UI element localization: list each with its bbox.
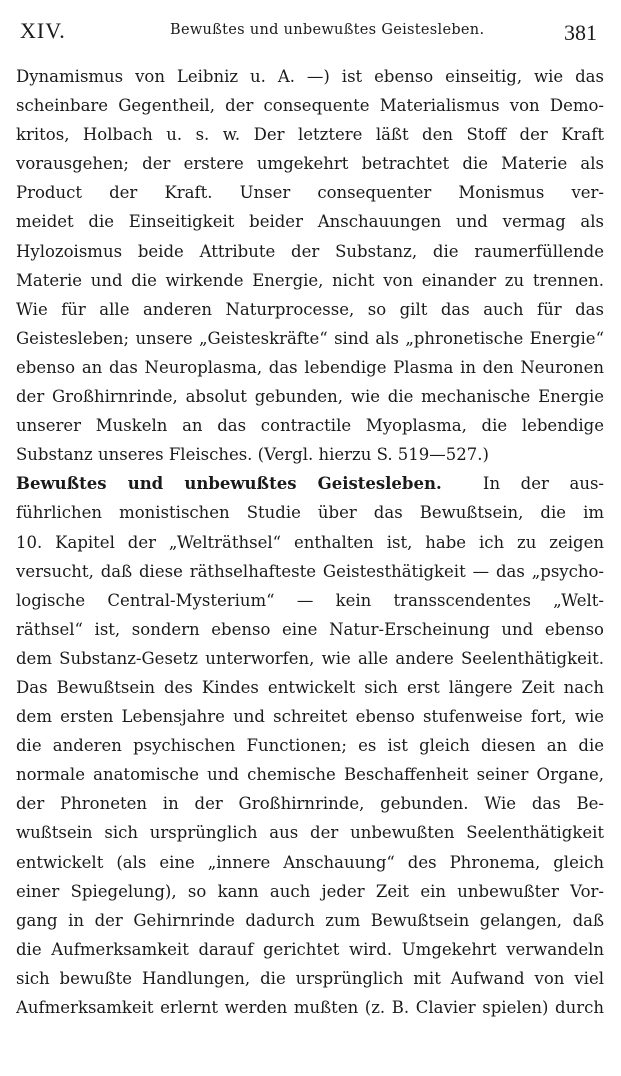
chapter-number: XIV.: [20, 18, 66, 43]
running-title: Bewußtes und unbewußtes Geistesleben.: [170, 22, 485, 38]
text-line: dem Substanz-Gesetz unterworfen, wie alle andere Seelenthätigkeit.: [16, 648, 604, 668]
text-line: sich bewußte Handlungen, die ursprünglich mit Aufwand von viel: [16, 968, 604, 988]
text-line: Product der Kraft. Unser consequenter Monismus ver-: [16, 183, 604, 203]
section-first-line-text: In der aus-: [482, 474, 604, 494]
text-line: einer Spiegelung), so kann auch jeder Zeit ein unbewußter Vor-: [16, 881, 604, 901]
text-line: Geistesleben; unsere „Geisteskräfte“ sind als „phronetische Energie“: [16, 328, 604, 348]
body-text: [16, 62, 604, 1022]
text-line: Materie und die wirkende Energie, nicht von einander zu trennen.: [16, 270, 604, 290]
text-line: Aufmerksamkeit erlernt werden mußten (z. B. Clavier spielen) durch: [16, 998, 604, 1017]
text-line: Substanz unseres Fleisches. (Vergl. hierzu S. 519—527.): [16, 445, 489, 465]
text-line: versucht, daß diese räthselhafteste Geistesthätigkeit — das „psycho-: [16, 561, 604, 581]
text-line: die anderen psychischen Functionen; es ist gleich diesen an die: [16, 736, 604, 756]
text-line: vorausgehen; der erstere umgekehrt betrachtet die Materie als: [16, 154, 604, 174]
text-line: die Aufmerksamkeit darauf gerichtet wird. Umgekehrt verwandeln: [16, 939, 604, 959]
text-line: führlichen monistischen Studie über das Bewußtsein, die im: [16, 503, 604, 523]
text-line: scheinbare Gegentheil, der consequente Materialismus von Demo-: [16, 96, 604, 116]
text-line: ebenso an das Neuroplasma, das lebendige Plasma in den Neuronen: [16, 357, 604, 377]
text-line: Das Bewußtsein des Kindes entwickelt sich erst längere Zeit nach: [16, 677, 604, 697]
section-first-line: [16, 469, 604, 498]
text-line: Hylozoismus beide Attribute der Substanz, die raumerfüllende: [16, 241, 604, 261]
text-line: entwickelt (als eine „innere Anschauung“ des Phronema, gleich: [16, 852, 604, 872]
text-line: gang in der Gehirnrinde dadurch zum Bewußtsein gelangen, daß: [16, 910, 604, 930]
text-line: 10. Kapitel der „Welträthsel“ enthalten ist, habe ich zu zeigen: [16, 532, 604, 552]
text-line: logische Central-Mysterium“ — kein transscendentes „Welt-: [16, 590, 604, 610]
text-line: der Großhirnrinde, absolut gebunden, wie die mechanische Energie: [16, 387, 604, 407]
text-line: räthsel“ ist, sondern ebenso eine Natur-Erscheinung und ebenso: [16, 619, 604, 639]
text-line: wußtsein sich ursprünglich aus der unbewußten Seelenthätigkeit: [16, 823, 604, 843]
text-line: normale anatomische und chemische Beschaffenheit seiner Organe,: [16, 765, 604, 785]
text-line: kritos, Holbach u. s. w. Der letztere läßt den Stoff der Kraft: [16, 125, 604, 145]
text-line: Dynamismus von Leibniz u. A. —) ist ebenso einseitig, wie das: [16, 67, 604, 86]
text-line: dem ersten Lebensjahre und schreitet ebenso stufenweise fort, wie: [16, 707, 604, 727]
page-number: 381: [564, 20, 597, 45]
text-line: Wie für alle anderen Naturprocesse, so gilt das auch für das: [16, 299, 604, 319]
text-line: unserer Muskeln an das contractile Myoplasma, die lebendige: [16, 416, 604, 436]
section-heading: Bewußtes und unbewußtes Geistesleben.: [16, 474, 442, 494]
text-line: der Phroneten in der Großhirnrinde, gebunden. Wie das Be-: [16, 794, 604, 814]
page-header: [20, 18, 607, 46]
text-line: meidet die Einseitigkeit beider Anschauungen und vermag als: [16, 212, 604, 232]
